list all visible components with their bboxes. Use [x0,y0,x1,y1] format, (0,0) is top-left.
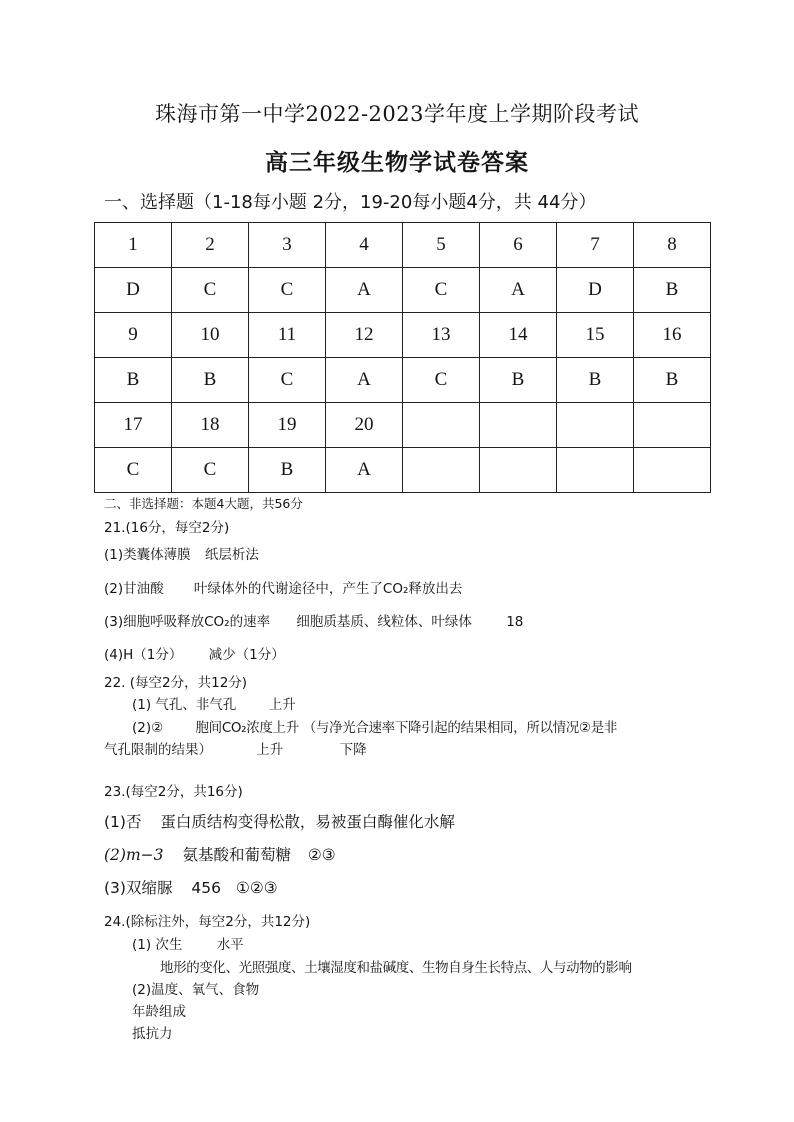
q21-answer-3c: 18 [506,614,524,630]
q23-answer-3b: 456 [191,879,221,897]
question-number-row [95,313,711,358]
q22-answer-1b: 上升 [268,697,296,713]
q21-answer-4 [104,643,285,663]
answer-row [95,358,711,403]
question-number-cell: 16 [634,313,711,358]
q21-answer-1 [104,543,259,563]
answer-cell [480,448,557,493]
question-number-cell [403,403,480,448]
q21-answer-1b: 纸层析法 [204,547,259,563]
q22-answer-2b: 胞间CO₂浓度上升 （与净光合速率下降引起的结果相同，所以情况②是非 [195,720,617,736]
q24-answer-1c: 地形的变化、光照强度、土壤湿度和盐碱度、生物自身生长特点、人与动物的影响 [160,960,632,976]
q21-heading: 21.(16分，每空2分) [104,520,230,536]
q22-heading: 22. (每空2分，共12分) [104,675,248,691]
answer-cell: C [249,268,326,313]
answer-cell: C [95,448,172,493]
q24-answer-1b: 水平 [216,937,244,953]
question-number-cell: 4 [326,223,403,268]
q23-answer-1a: (1)否 [104,813,142,831]
question-number-cell: 17 [95,403,172,448]
question-number-cell: 11 [249,313,326,358]
answer-table-body [95,223,711,493]
q22-answer-2c: 气孔限制的结果） [104,742,212,758]
question-number-cell: 7 [557,223,634,268]
q24-heading: 24.(除标注外，每空2分，共12分) [104,914,311,930]
answer-cell [557,448,634,493]
answer-cell: C [172,448,249,493]
q21-answer-3a: (3)细胞呼吸释放CO₂的速率 [104,614,271,630]
q24-answer-1a: (1) 次生 [132,937,183,953]
question-number-cell [557,403,634,448]
question-number-cell: 12 [326,313,403,358]
question-number-cell: 18 [172,403,249,448]
question-number-cell: 9 [95,313,172,358]
question-number-row [95,403,711,448]
q22-answer-2 [132,716,617,736]
q23-answer-3c: ①②③ [235,879,278,897]
q21-answer-4b: 减少（1分） [208,647,285,663]
question-number-cell: 15 [557,313,634,358]
q21-answer-2b: 叶绿体外的代谢途径中，产生了CO₂释放出去 [193,581,463,597]
answer-cell: C [172,268,249,313]
question-number-cell [480,403,557,448]
answer-cell: B [634,268,711,313]
question-number-cell: 19 [249,403,326,448]
q23-answer-3a: (3)双缩脲 [104,879,173,897]
q22-answer-1 [132,693,296,713]
question-number-cell: 5 [403,223,480,268]
exam-title: 珠海市第一中学2022-2023学年度上学期阶段考试 [155,102,639,126]
q21-answer-2 [104,577,462,597]
answer-cell: A [326,448,403,493]
answer-cell: B [95,358,172,403]
answer-cell: C [403,358,480,403]
answer-cell: D [557,268,634,313]
answer-cell [634,448,711,493]
answer-cell: B [634,358,711,403]
answer-cell: B [557,358,634,403]
answer-cell: A [326,358,403,403]
q23-answer-2a: (2)m−3 [104,846,164,864]
q23-answer-1b: 蛋白质结构变得松散，易被蛋白酶催化水解 [160,813,455,831]
question-number-cell: 3 [249,223,326,268]
question-number-cell: 8 [634,223,711,268]
q21-answer-3 [104,610,523,630]
question-number-cell: 14 [480,313,557,358]
question-number-cell: 1 [95,223,172,268]
question-number-cell: 2 [172,223,249,268]
q24-answer-2: (2)温度、氧气、食物 [132,982,260,998]
q22-answer-2e: 下降 [339,742,367,758]
answer-row [95,448,711,493]
answer-cell: B [480,358,557,403]
question-number-cell: 10 [172,313,249,358]
q22-answer-2a: (2)② [132,720,164,736]
q22-answer-2d: 上升 [256,742,284,758]
answer-cell: A [326,268,403,313]
answer-cell [403,448,480,493]
answer-cell: B [172,358,249,403]
q23-answer-2b: 氨基酸和葡萄糖 [182,846,291,864]
answer-cell: D [95,268,172,313]
q24-answer-1 [132,933,244,953]
q24-answer-4: 抵抗力 [132,1026,173,1042]
question-number-cell: 6 [480,223,557,268]
answer-cell: A [480,268,557,313]
answer-table [94,222,711,493]
exam-subtitle: 高三年级生物学试卷答案 [265,150,529,176]
q24-answer-3: 年龄组成 [132,1004,186,1020]
answer-row [95,268,711,313]
section-2-heading: 二、非选择题：本题4大题，共56分 [104,496,303,511]
question-number-cell [634,403,711,448]
question-number-row [95,223,711,268]
q21-answer-3b: 细胞质基质、线粒体、叶绿体 [296,614,472,630]
question-number-cell: 20 [326,403,403,448]
q21-answer-4a: (4)H（1分） [104,647,183,663]
question-number-cell: 13 [403,313,480,358]
q23-answer-2 [104,843,336,865]
q23-answer-3 [104,876,278,898]
q22-answer-2-cont [104,738,367,758]
answer-cell: B [249,448,326,493]
q23-answer-2c: ②③ [307,846,336,864]
q23-answer-1 [104,810,455,832]
answer-cell: C [249,358,326,403]
q21-answer-2a: (2)甘油酸 [104,581,164,597]
q22-answer-1a: (1) 气孔、非气孔 [132,697,237,713]
q21-answer-1a: (1)类囊体薄膜 [104,547,191,563]
q23-heading: 23.(每空2分，共16分) [104,784,243,800]
section-1-heading: 一、选择题（1-18每小题 2分，19-20每小题4分，共 44分） [104,192,597,213]
answer-cell: C [403,268,480,313]
